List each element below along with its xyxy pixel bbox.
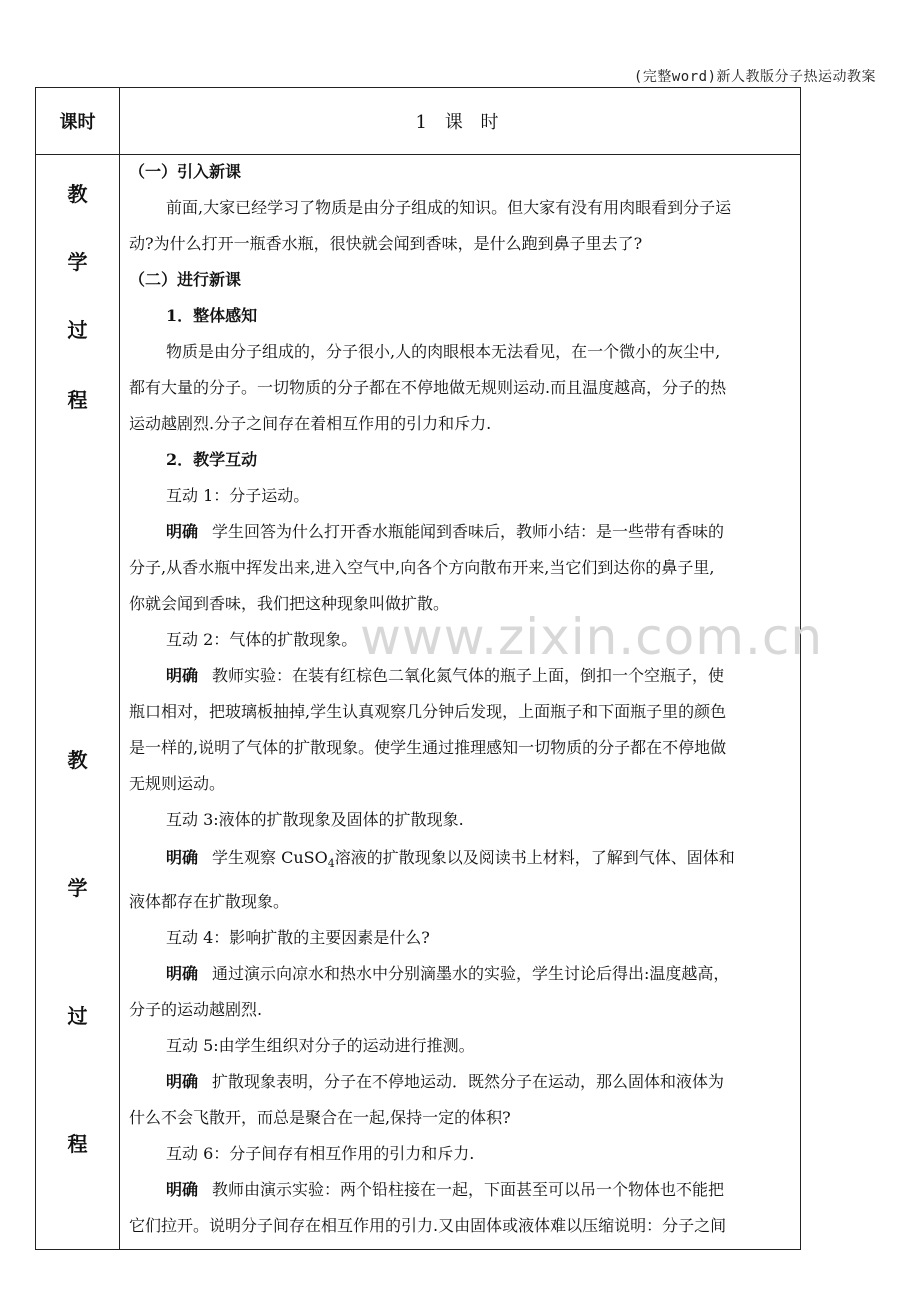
paragraph-line: 运动越剧烈.分子之间存在着相互作用的引力和斥力.	[129, 414, 492, 433]
paragraph-line: 前面,大家已经学习了物质是由分子组成的知识。但大家有没有用肉眼看到分子运	[166, 198, 732, 217]
header-value-period: 1 课 时	[415, 112, 505, 133]
interaction-title: 互动 3:液体的扩散现象及固体的扩散现象.	[166, 810, 464, 829]
interaction-title: 互动 2：气体的扩散现象。	[166, 630, 358, 649]
interaction-title: 互动 6：分子间存有相互作用的引力和斥力.	[166, 1144, 475, 1163]
paragraph-line: 什么不会飞散开，而总是聚合在一起,保持一定的体积?	[129, 1108, 511, 1127]
paragraph-line: 你就会闻到香味，我们把这种现象叫做扩散。	[129, 594, 450, 613]
subsection-heading: 1．整体感知	[166, 306, 258, 325]
clarification-text: 教师实验：在装有红棕色二氧化氮气体的瓶子上面，倒扣一个空瓶子，使	[212, 666, 725, 685]
header-label-period: 课时	[59, 112, 96, 133]
paragraph-line: 是一样的,说明了气体的扩散现象。使学生通过推理感知一切物质的分子都在不停地做	[129, 738, 727, 757]
side-label-char: 教	[67, 748, 88, 772]
paragraph-line: 无规则运动。	[129, 774, 226, 793]
paragraph-line: 瓶口相对，把玻璃板抽掉,学生认真观察几分钟后发现，上面瓶子和下面瓶子里的颜色	[129, 702, 727, 721]
clarification-line	[166, 1180, 724, 1200]
subscript: 4	[327, 857, 335, 870]
interaction-title: 互动 5:由学生组织对分子的运动进行推测。	[166, 1036, 475, 1055]
clarification-label: 明确	[166, 1072, 199, 1091]
interaction-title: 互动 1：分子运动。	[166, 486, 310, 505]
clarification-label: 明确	[166, 848, 199, 867]
clarification-line	[166, 848, 735, 870]
subsection-heading: 2．教学互动	[166, 450, 258, 469]
clarification-line	[166, 522, 724, 542]
side-label-char: 过	[67, 1004, 88, 1028]
clarification-line	[166, 666, 724, 686]
side-label-char: 学	[67, 250, 88, 274]
side-label-char: 程	[67, 1132, 88, 1156]
clarification-text: 扩散现象表明，分子在不停地运动．既然分子在运动，那么固体和液体为	[212, 1072, 725, 1091]
side-label-char: 程	[67, 388, 88, 412]
paragraph-line: 都有大量的分子。一切物质的分子都在不停地做无规则运动.而且温度越高，分子的热	[129, 378, 727, 397]
clarification-text: 溶液的扩散现象以及阅读书上材料，了解到气体、固体和	[334, 848, 735, 867]
column-divider	[119, 88, 120, 1249]
interaction-title: 互动 4：影响扩散的主要因素是什么?	[166, 928, 430, 947]
section-heading: （一）引入新课	[129, 162, 242, 181]
section-heading: （二）进行新课	[129, 270, 242, 289]
paragraph-line: 它们拉开。说明分子间存在相互作用的引力.又由固体或液体难以压缩说明：分子之间	[129, 1216, 727, 1235]
paragraph-line: 分子的运动越剧烈.	[129, 1000, 263, 1019]
side-label-char: 过	[67, 318, 88, 342]
clarification-label: 明确	[166, 666, 199, 685]
paragraph-line: 分子,从香水瓶中挥发出来,进入空气中,向各个方向散布开来,当它们到达你的鼻子里,	[129, 558, 715, 577]
watermark-text: www.zixin.com.cn	[360, 608, 824, 666]
clarification-text: 学生观察 CuSO	[212, 848, 328, 867]
clarification-label: 明确	[166, 522, 199, 541]
side-label-char: 教	[67, 182, 88, 206]
clarification-line	[166, 964, 729, 984]
clarification-text: 教师由演示实验：两个铅柱接在一起，下面甚至可以吊一个物体也不能把	[212, 1180, 725, 1199]
clarification-label: 明确	[166, 1180, 199, 1199]
clarification-text: 通过演示向凉水和热水中分别滴墨水的实验，学生讨论后得出:温度越高，	[212, 964, 730, 983]
clarification-line	[166, 1072, 724, 1092]
clarification-label: 明确	[166, 964, 199, 983]
paragraph-line: 液体都存在扩散现象。	[129, 892, 290, 911]
paragraph-line: 物质是由分子组成的，分子很小,人的肉眼根本无法看见，在一个微小的灰尘中,	[166, 342, 721, 361]
side-label-char: 学	[67, 876, 88, 900]
paragraph-line: 动?为什么打开一瓶香水瓶，很快就会闻到香味，是什么跑到鼻子里去了?	[129, 234, 643, 253]
document-title-header: (完整word)新人教版分子热运动教案	[633, 69, 876, 85]
lesson-plan-table	[35, 87, 801, 1250]
clarification-text: 学生回答为什么打开香水瓶能闻到香味后，教师小结：是一些带有香味的	[212, 522, 725, 541]
